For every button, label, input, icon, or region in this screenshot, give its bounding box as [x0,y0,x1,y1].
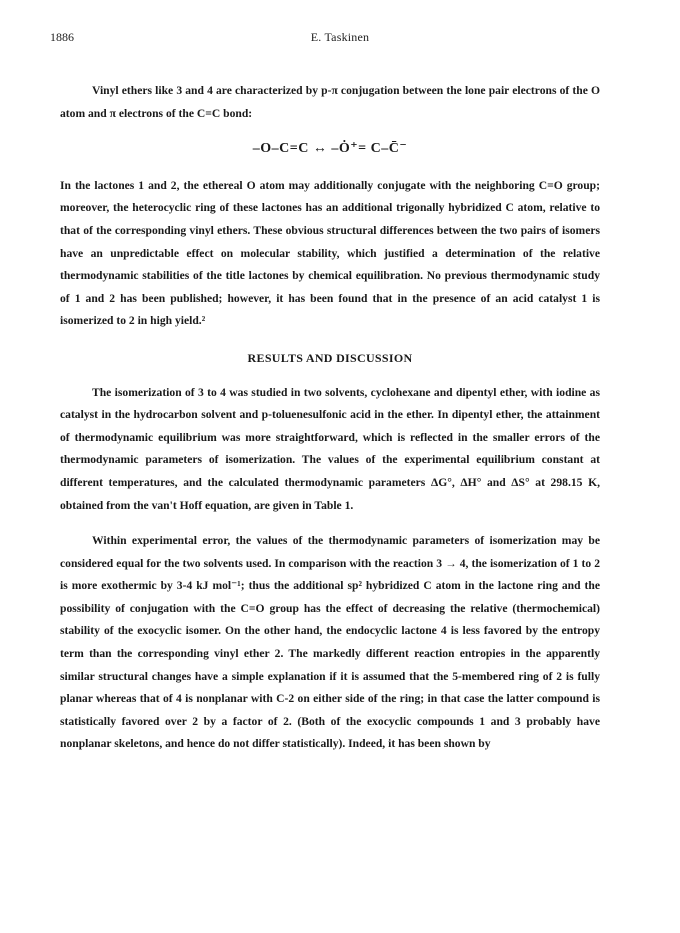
article-body [60,80,600,756]
paragraph-vinyl-ethers: Vinyl ethers like 3 and 4 are characterized by p-π conjugation between the lone pair electrons of the O atom and π electrons of the C=C bond: [60,84,600,120]
paragraph-isomerization: The isomerization of 3 to 4 was studied in two solvents, cyclohexane and dipentyl ether, with iodine as catalyst in the hydrocarbon solvent and p-toluenesulfonic acid in the ether. In dipentyl ether, the attainment of thermodynamic equilibrium was more straightforward, which is reflected in the smaller errors of the thermodynamic parameters of isomerization. The values of the experimental equilibrium constant at different temperatures, and the calculated thermodynamic parameters ΔG°, ΔH° and ΔS° at 298.15 K, obtained from the van't Hoff equation, are given in Table 1. [60,385,600,512]
page-header [50,30,630,50]
paragraph-gap [60,517,600,530]
paragraph-thermodynamics: Within experimental error, the values of the thermodynamic parameters of isomerization may be considered equal for the two solvents used. In comparison with the reaction 3 → 4, the isomerization of 1 to 2 is more exothermic by 3-4 kJ mol⁻¹; thus the additional sp² hybridized C atom in the lactone ring and the possibility of conjugation with the C=O group has the effect of decreasing the relative (thermochemical) stability of the exocyclic isomer. On the other hand, the endocyclic lactone 4 is less favored by the entropy term than the corresponding vinyl ether 2. The markedly different reaction entropies in the apparently similar structural changes have a simple explanation if it is assumed that the 5-membered ring of 2 is fully planar whereas that of 4 is nonplanar with C-2 on either side of the ring; in that case the latter compound is statistically favored over 2 by a factor of 2. (Both of the exocyclic compounds 1 and 3 probably have nonplanar skeletons, and hence do not differ statistically). Indeed, it has been shown by [60,534,600,751]
resonance-formula: –O–C=C ↔ –Ȯ⁺= C–C̄⁻ [252,141,408,157]
section-heading: RESULTS AND DISCUSSION [247,350,413,365]
page-number: 1886 [50,30,74,44]
running-head: E. Taskinen [310,30,370,44]
paragraph-lactones: In the lactones 1 and 2, the ethereal O atom may additionally conjugate with the neighboring C=O group; moreover, the heterocyclic ring of these lactones has an additional trigonally hybridized C atom, relative to that of the corresponding vinyl ethers. These obvious structural differences between the two pairs of isomers have an unpredictable effect on molecular stability, which justified a determination of the relative thermodynamic stabilities of the title lactones by chemical equilibration. No previous thermodynamic study of 1 and 2 has been published; however, it has been found that in the presence of an acid catalyst 1 is isomerized to 2 in high yield.² [60,178,600,328]
